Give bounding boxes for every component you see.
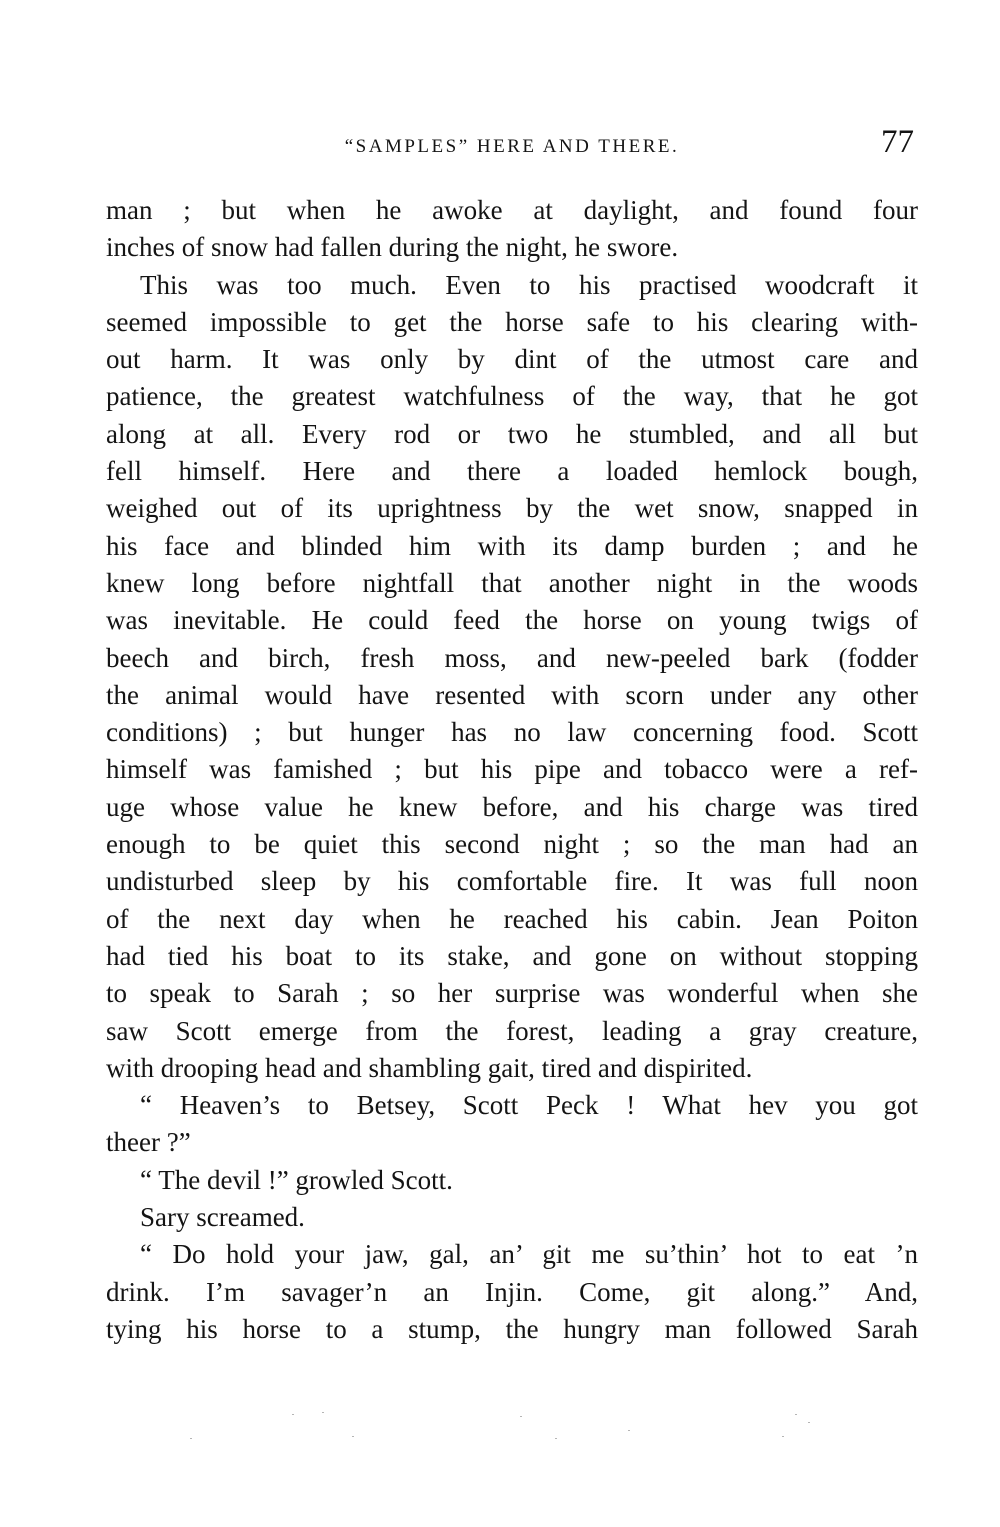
text-line: seemed impossible to get the horse safe to his clearing with-	[106, 306, 918, 337]
text-line: out harm. It was only by dint of the utmost care and	[106, 344, 918, 375]
text-line: “ The devil !” growled Scott.	[140, 1164, 453, 1195]
text-line: man ; but when he awoke at daylight, and found four	[106, 195, 918, 225]
scan-speck	[628, 1430, 630, 1431]
scan-speck	[322, 1412, 324, 1413]
text-line: saw Scott emerge from the forest, leading a gray creature,	[106, 1015, 918, 1046]
text-line: himself was famished ; but his pipe and tobacco were a ref-	[106, 754, 918, 785]
scan-speck	[520, 1416, 522, 1417]
text-line: to speak to Sarah ; so her surprise was wonderful when she	[106, 978, 918, 1009]
scan-speck	[292, 1414, 294, 1415]
scan-speck	[808, 1422, 810, 1423]
scan-speck	[555, 1438, 557, 1439]
text-line: “ Do hold your jaw, gal, an’ git me su’thin’ hot to eat ’n	[140, 1239, 918, 1270]
text-line: the animal would have resented with scorn under any other	[106, 679, 918, 710]
text-line: Sary screamed.	[140, 1202, 305, 1233]
text-line: inches of snow had fallen during the night, he swore.	[106, 232, 679, 263]
text-line: tying his horse to a stump, the hungry man followed Sarah	[106, 1313, 918, 1344]
text-line: was inevitable. He could feed the horse on young twigs of	[106, 605, 918, 636]
text-line: theer ?”	[106, 1127, 191, 1158]
running-title: “SAMPLES” HERE AND THERE.	[344, 136, 680, 157]
text-line: This was too much. Even to his practised woodcraft it	[140, 269, 918, 300]
text-line: of the next day when he reached his cabin. Jean Poiton	[106, 903, 918, 934]
scan-speck	[795, 1414, 797, 1415]
text-line: uge whose value he knew before, and his charge was tired	[106, 791, 918, 822]
text-line: drink. I’m savager’n an Injin. Come, git along.” And,	[106, 1276, 918, 1307]
text-line: patience, the greatest watchfulness of the way, that he got	[106, 381, 918, 412]
text-line: conditions) ; but hunger has no law concerning food. Scott	[106, 717, 918, 748]
text-line: had tied his boat to its stake, and gone on without stopping	[106, 940, 918, 971]
running-head	[106, 124, 918, 164]
text-line: weighed out of its uprightness by the wet snow, snapped in	[106, 493, 918, 524]
text-line: his face and blinded him with its damp burden ; and he	[106, 530, 918, 561]
text-line: beech and birch, fresh moss, and new-peeled bark (fodder	[106, 642, 918, 673]
text-line: fell himself. Here and there a loaded hemlock bough,	[106, 456, 918, 487]
scan-speck	[782, 1436, 784, 1437]
page-number: 77	[881, 124, 914, 160]
scan-speck	[190, 1438, 192, 1439]
text-line: knew long before nightfall that another night in the woods	[106, 567, 918, 598]
text-line: enough to be quiet this second night ; so the man had an	[106, 829, 918, 860]
scan-specks	[0, 1410, 1000, 1450]
scan-speck	[352, 1436, 354, 1437]
body-text	[106, 192, 918, 1348]
text-line: along at all. Every rod or two he stumbled, and all but	[106, 418, 918, 449]
text-line: undisturbed sleep by his comfortable fire. It was full noon	[106, 866, 918, 897]
text-line: with drooping head and shambling gait, tired and dispirited.	[106, 1052, 753, 1083]
text-line: “ Heaven’s to Betsey, Scott Peck ! What hev you got	[140, 1090, 918, 1121]
